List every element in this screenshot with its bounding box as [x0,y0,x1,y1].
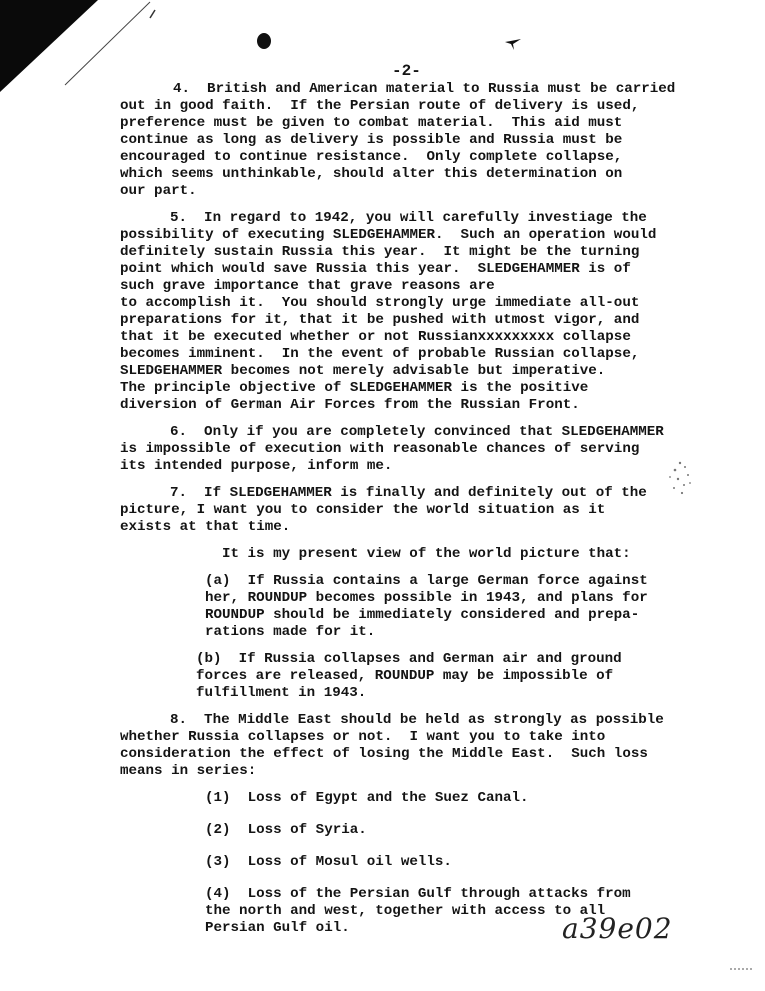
text-line: encouraged to continue resistance. Only complete collapse, [120,149,623,165]
text-line: ROUNDUP should be immediately considered and prepa- [205,607,640,623]
text-line: possibility of executing SLEDGEHAMMER. Such an operation would [120,227,657,243]
black-corner-shadow-icon [0,0,160,110]
text-line: becomes imminent. In the event of probable Russian collapse, [120,346,640,362]
text-line: (a) If Russia contains a large German force against [205,573,648,589]
text-line: definitely sustain Russia this year. It might be the turning [120,244,640,260]
text-line: (2) Loss of Syria. [205,822,367,838]
text-line: fulfillment in 1943. [196,685,367,701]
text-line: that it be executed whether or not Russianxxxxxxxxx collapse [120,329,631,345]
text-line: It is my present view of the world picture that: [222,546,631,562]
text-line: (b) If Russia collapses and German air and ground [196,651,622,667]
text-line: the north and west, together with access to all [205,903,606,919]
scan-speck-icon [728,965,758,973]
text-line: is impossible of execution with reasonable chances of serving [120,441,640,457]
text-line: (3) Loss of Mosul oil wells. [205,854,452,870]
text-line: SLEDGEHAMMER becomes not merely advisable but imperative. [120,363,606,379]
text-line: preference must be given to combat material. This aid must [120,115,623,131]
text-line: preparations for it, that it be pushed with utmost vigor, and [120,312,640,328]
hole-punch-mark-icon [254,30,274,52]
text-line: picture, I want you to consider the world situation as it [120,502,606,518]
text-line: diversion of German Air Forces from the Russian Front. [120,397,580,413]
text-line: her, ROUNDUP becomes possible in 1943, and plans for [205,590,648,606]
text-line: point which would save Russia this year. SLEDGEHAMMER is of [120,261,631,277]
text-line: such grave importance that grave reasons are [120,278,495,294]
page-number: -2- [392,62,421,80]
text-line: our part. [120,183,197,199]
text-line: 5. In regard to 1942, you will carefully investiage the [170,210,647,226]
handwritten-reference-number: a39e02 [562,912,673,945]
text-line: whether Russia collapses or not. I want you to take into [120,729,606,745]
text-line: which seems unthinkable, should alter this determination on [120,166,623,182]
ink-mark-icon [503,36,523,52]
text-line: 6. Only if you are completely convinced that SLEDGEHAMMER [170,424,664,440]
text-line: 8. The Middle East should be held as strongly as possible [170,712,664,728]
text-line: 7. If SLEDGEHAMMER is finally and definitely out of the [170,485,647,501]
text-line: its intended purpose, inform me. [120,458,393,474]
text-line: (4) Loss of the Persian Gulf through attacks from [205,886,631,902]
text-line: to accomplish it. You should strongly urge immediate all-out [120,295,640,311]
text-line: The principle objective of SLEDGEHAMMER is the positive [120,380,589,396]
text-line: exists at that time. [120,519,291,535]
text-line: continue as long as delivery is possible and Russia must be [120,132,623,148]
text-line: means in series: [120,763,257,779]
text-line: consideration the effect of losing the Middle East. Such loss [120,746,648,762]
smudge-mark-icon [660,455,700,500]
text-line: 4. British and American material to Russia must be carried [173,81,676,97]
text-line: forces are released, ROUNDUP may be impossible of [196,668,614,684]
text-line: rations made for it. [205,624,376,640]
text-line: Persian Gulf oil. [205,920,350,936]
text-line: out in good faith. If the Persian route of delivery is used, [120,98,640,114]
text-line: (1) Loss of Egypt and the Suez Canal. [205,790,529,806]
